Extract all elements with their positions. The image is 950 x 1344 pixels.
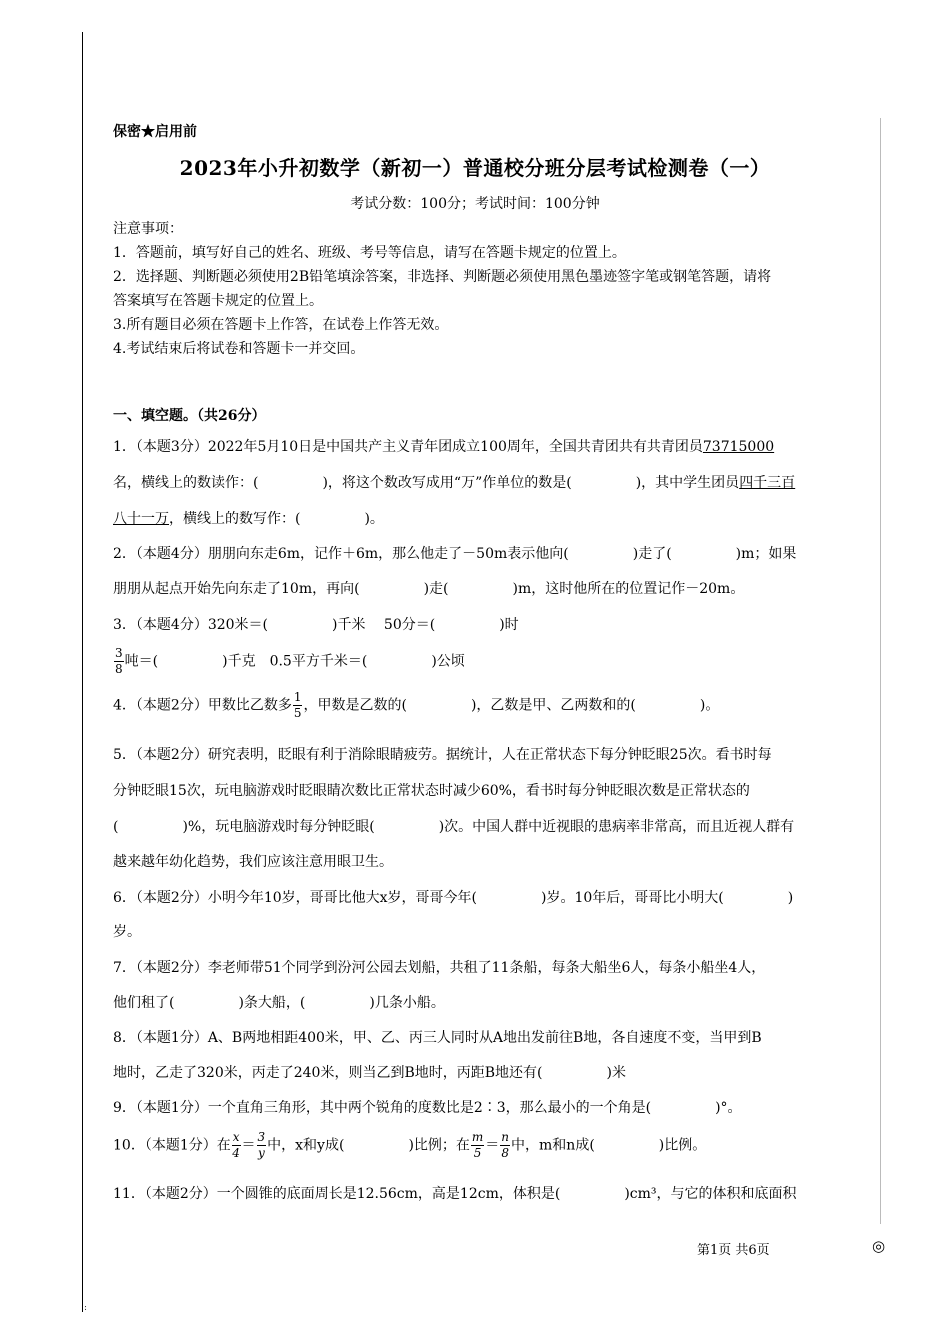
question-1-line-1: 1．（本题3分）2022年5月10日是中国共产主义青年团成立100周年，全国共青团共有共青团员73715000 <box>113 439 775 455</box>
question-5-line-1: 5．（本题2分）研究表明，眨眼有利于消除眼睛疲劳。据统计，人在正常状态下每分钟眨眼25次。看书时每 <box>113 747 772 763</box>
question-7-line-1: 7．（本题2分）李老师带51个同学到汾河公园去划船，共租了11条船，每条大船坐6人，每条小船坐4人， <box>113 960 766 976</box>
question-1-line-2: 名，横线上的数读作：( )，将这个数改写成用“万”作单位的数是( )，其中学生团员四千三百 <box>113 475 796 491</box>
question-3-line-2: $\frac{3}{8}$ 吨＝( )千克 0.5平方千米＝( )公顷 <box>115 646 465 676</box>
fraction-1-5: $\frac{1}{5}$ <box>293 690 302 720</box>
margin-mark: ː <box>84 1303 88 1313</box>
question-2-line-1: 2．（本题4分）朋朋向东走6m，记作＋6m，那么他走了－50m表示他向( )走了( )m；如果 <box>113 546 797 562</box>
note-3: 3.所有题目必须在答题卡上作答，在试卷上作答无效。 <box>113 317 449 333</box>
question-7-line-2: 他们租了( )条大船，( )几条小船。 <box>113 995 445 1011</box>
question-8-line-1: 8．（本题1分）A、B两地相距400米，甲、乙、丙三人同时从A地出发前往B地，各自速度不变，当甲到B <box>113 1030 762 1046</box>
question-8-line-2: 地时，乙走了320米，丙走了240米，则当乙到B地时，丙距B地还有( )米 <box>113 1065 626 1081</box>
question-5-line-2: 分钟眨眼15次，玩电脑游戏时眨眼睛次数比正常状态时减少60%，看书时每分钟眨眼次数是正常状态的 <box>113 783 750 799</box>
note-2-cont: 答案填写在答题卡规定的位置上。 <box>113 293 323 309</box>
question-6-line-2: 岁。 <box>113 924 141 940</box>
question-2-line-2: 朋朋从起点开始先向东走了10m，再向( )走( )m，这时他所在的位置记作－20m。 <box>113 581 745 597</box>
right-margin-line <box>880 118 881 1224</box>
question-11: 11．（本题2分）一个圆锥的底面周长是12.56cm，高是12cm，体积是( )cm³，与它的体积和底面积 <box>113 1186 797 1202</box>
note-4: 4.考试结束后将试卷和答题卡一并交回。 <box>113 341 365 357</box>
question-10: 10．（本题1分）在 $\frac{x}{4}$ ＝ $\frac{3}{y}$ 中，x和y成( )比例；在 $\frac{m}{5}$ ＝ $\frac{n}{8}$ 中，m和n成( )比例。 <box>113 1130 707 1160</box>
fraction-x-4: $\frac{x}{4}$ <box>232 1130 240 1160</box>
question-5-line-3: ( )%，玩电脑游戏时每分钟眨眼( )次。中国人群中近视眼的患病率非常高，而且近视人群有 <box>113 819 795 835</box>
section-title: 一、填空题。（共26分） <box>113 408 266 424</box>
footer-symbol: ◎ <box>872 1237 886 1255</box>
question-1-line-3: 八十一万，横线上的数写作：( )。 <box>113 511 384 527</box>
fraction-m-5: $\frac{m}{5}$ <box>471 1130 484 1160</box>
page-number: 第1页 共6页 <box>697 1243 770 1258</box>
question-6-line-1: 6．（本题2分）小明今年10岁，哥哥比他大x岁，哥哥今年( )岁。10年后，哥哥比小明大( ) <box>113 890 794 906</box>
exam-info: 考试分数：100分；考试时间：100分钟 <box>350 196 600 212</box>
binding-margin-line <box>82 32 83 1312</box>
notes-heading: 注意事项： <box>113 221 183 237</box>
fraction-3-8: $\frac{3}{8}$ <box>115 646 123 676</box>
question-4: 4．（本题2分）甲数比乙数多 $\frac{1}{5}$ ，甲数是乙数的( )，乙数是甲、乙两数和的( )。 <box>113 690 720 720</box>
note-1: 1．答题前，填写好自己的姓名、班级、考号等信息，请写在答题卡规定的位置上。 <box>113 245 626 261</box>
question-5-line-4: 越来越年幼化趋势，我们应该注意用眼卫生。 <box>113 854 393 870</box>
fraction-n-8: $\frac{n}{8}$ <box>501 1130 510 1160</box>
exam-title: 2023年小升初数学（新初一）普通校分班分层考试检测卷（一） <box>179 156 771 180</box>
fraction-3-y: $\frac{3}{y}$ <box>257 1130 266 1160</box>
note-2: 2．选择题、判断题必须使用2B铅笔填涂答案，非选择、判断题必须使用黑色墨迹签字笔或钢笔答题，请将 <box>113 269 772 285</box>
confidential-label: 保密★启用前 <box>113 124 197 140</box>
question-3-line-1: 3．（本题4分）320米＝( )千米 50分＝( )时 <box>113 617 519 633</box>
question-9: 9．（本题1分）一个直角三角形，其中两个锐角的度数比是2∶3，那么最小的一个角是( )°。 <box>113 1100 742 1116</box>
